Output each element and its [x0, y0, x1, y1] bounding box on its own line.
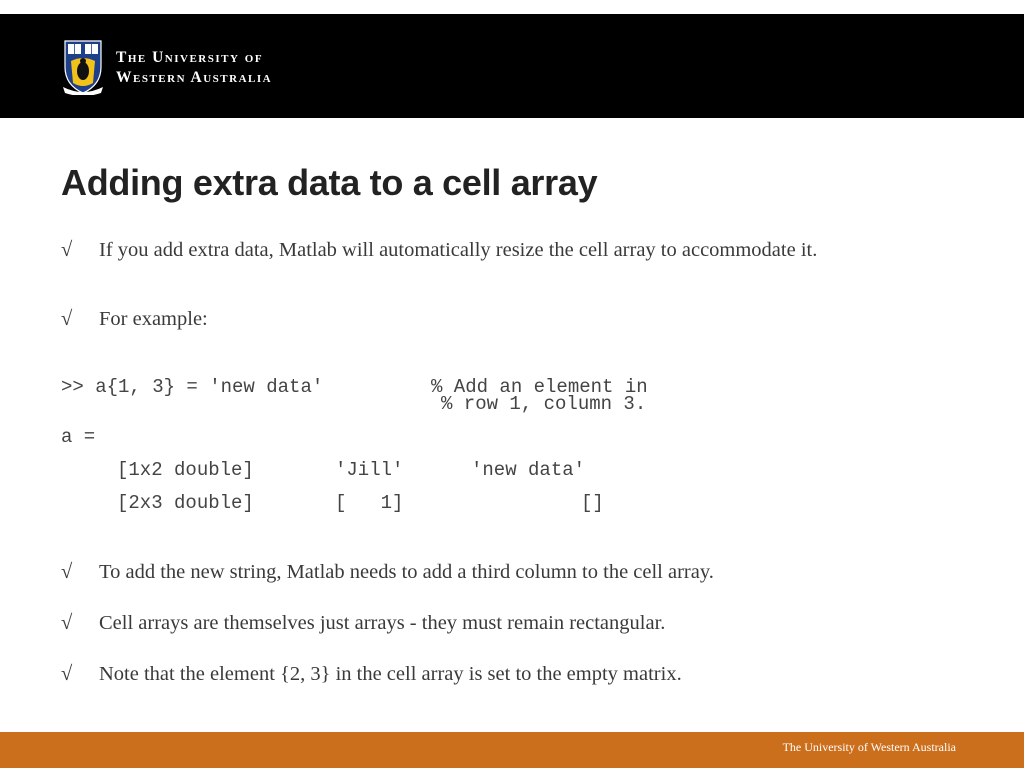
code-cell-r1c3: 'new data'	[471, 459, 586, 481]
code-cell-r1c2: 'Jill'	[335, 459, 404, 481]
check-icon: √	[61, 308, 73, 330]
university-name-line2: Western Australia	[116, 69, 273, 86]
code-command: >> a{1, 3} = 'new data'	[61, 376, 324, 398]
bullet-third-column	[61, 563, 951, 581]
university-name-line1: The University of	[116, 49, 264, 66]
code-cell-r2c1: [2x3 double]	[117, 492, 254, 514]
bullet-text: Note that the element {2, 3} in the cell array is set to the empty matrix.	[99, 663, 682, 685]
check-icon: √	[61, 561, 73, 583]
slide-title: Adding extra data to a cell array	[61, 162, 598, 203]
bullet-text: For example:	[99, 308, 208, 330]
check-icon: √	[61, 239, 73, 261]
bullet-text: Cell arrays are themselves just arrays - they must remain rectangular.	[99, 612, 666, 634]
footer-text: The University of Western Australia	[782, 740, 956, 754]
bullet-text: To add the new string, Matlab needs to add a third column to the cell array.	[99, 561, 714, 583]
bullet-empty-matrix	[61, 665, 951, 683]
university-crest-icon	[61, 37, 105, 95]
footer-bar	[0, 732, 1024, 768]
header-bar	[0, 14, 1024, 118]
university-name	[116, 48, 272, 88]
code-cell-r1c1: [1x2 double]	[117, 459, 254, 481]
code-comment-line1: % Add an element in	[431, 376, 648, 398]
bullet-rectangular	[61, 614, 951, 632]
code-result-label: a =	[61, 426, 96, 448]
code-cell-r2c2: [ 1]	[335, 492, 404, 514]
code-cell-r2c3: []	[581, 492, 604, 514]
bullet-resize	[61, 241, 951, 259]
check-icon: √	[61, 663, 73, 685]
bullet-example	[61, 310, 951, 328]
bullet-text: If you add extra data, Matlab will automatically resize the cell array to accommodate it.	[99, 239, 818, 261]
check-icon: √	[61, 612, 73, 634]
code-comment-line2: % row 1, column 3.	[441, 393, 647, 415]
